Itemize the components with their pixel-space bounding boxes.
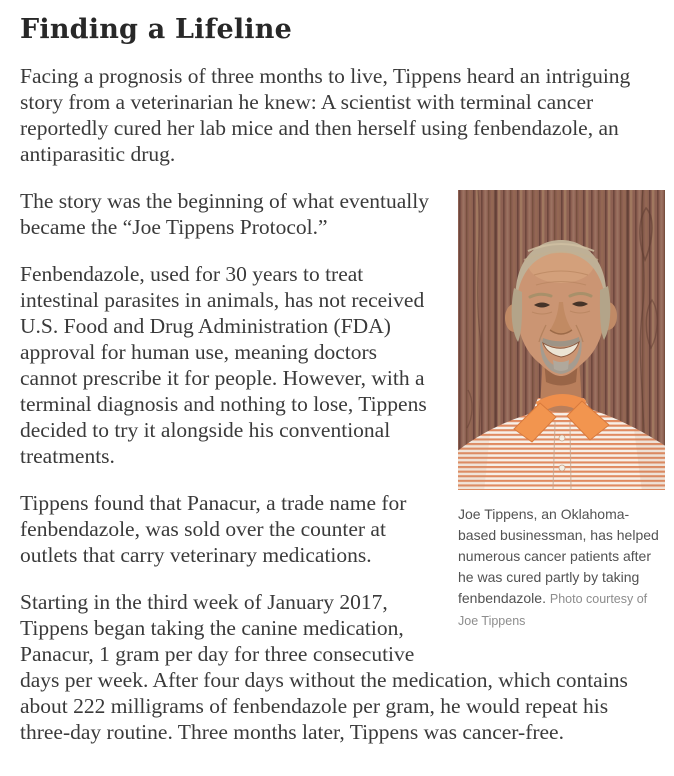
paragraph-panacur: Tippens found that Panacur, a trade name for fenbendazole, was sold over the counter at outlets that carry veterinary medications. [20, 491, 407, 568]
paragraph-protocol: The story was the beginning of what eventually became the “Joe Tippens Protocol.” [20, 189, 429, 240]
paragraph-prognosis: Facing a prognosis of three months to live, Tippens heard an intriguing story from a veterinarian he knew: A scientist with terminal cancer reportedly cured her lab mice and then herself using fenbendazole, an antiparasitic drug. [20, 64, 631, 167]
article-title-text: Finding a Lifeline [20, 14, 292, 45]
photo-caption-text: Joe Tippens, an Oklahoma-based businessman, has helped numerous cancer patients after he was cured partly by taking fenbendazole. [458, 506, 659, 607]
article-title [20, 14, 632, 45]
photo-credit: Photo courtesy of Joe Tippens [458, 592, 648, 629]
shirt-button [559, 435, 565, 441]
photo-figure [458, 190, 665, 632]
paragraph-routine: Starting in the third week of January 2017, Tippens began taking the canine medication, Panacur, 1 gram per day for three consecutive days per week. After four days without the medication, which contains about 222 milligrams of fenbendazole per gram, he would repeat his three-day routine. Three months later, Tippens was cancer-free. [20, 590, 628, 745]
photo-caption [458, 504, 665, 632]
shirt-button [559, 465, 565, 471]
paragraph-fda: Fenbendazole, used for 30 years to treat intestinal parasites in animals, has not received U.S. Food and Drug Administration (FDA) approval for human use, meaning doctors cannot prescribe it for people. However, with a terminal diagnosis and nothing to lose, Tippens decided to try it alongside his conventional treatments. [20, 262, 427, 469]
joe-tippens-photo [458, 190, 665, 490]
